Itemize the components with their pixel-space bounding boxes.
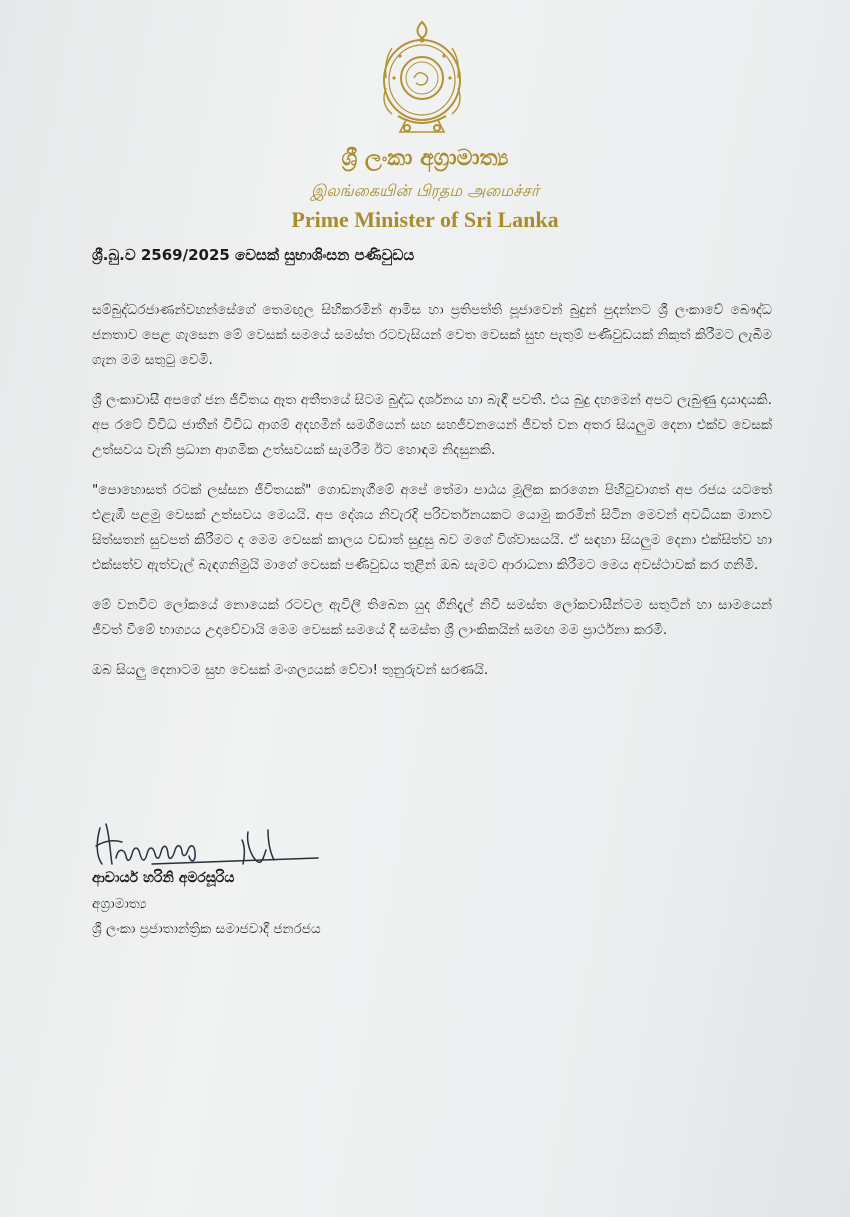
body-paragraph: ශ්‍රී ලංකාවාසී අපගේ ජන ජීවිතය ඈත අතීතයේ සිටම බුද්ධ දර්ශනය හා බැඳී පවතී. එය බුදු දහමෙන් අපට ලැබුණු දායාදයකි. අප රටේ විවිධ ජාතීන් විවිධ ආගම් අදහමින් සමගියෙන් සහ සහජීවනයෙන් ජීවත් වන අතර සියලුම දෙනා එක්ව වෙසක් උත්සවය වැනි ප්‍රධාන ආගමික උත්සවයක් සැමරීම ඊට හොඳම නිදසුනකි.: [92, 392, 772, 458]
letter-body: [92, 298, 772, 698]
body-paragraph: මේ වනවිට ලෝකයේ නොයෙක් රටවල ඇවිලී තිබෙන යුද ගිනිදැල් නිවී සමස්ත ලෝකවාසීන්ටම සතුටින් හා සාමයෙන් ජීවත් වීමේ භාග්‍යය උදාවේවායි මෙම වෙසක් සමයේ දී සමස්ත ශ්‍රී ලාංකිකයින් සමඟ මම ප්‍රාර්ථනා කරමි.: [92, 597, 772, 638]
body-paragraph: "පොහොසත් රටක් ලස්සන ජීවිතයක්" ගොඩනැගීමේ අපේ තේමා පාඨය මූලික කරගෙන පිහිටුවාගත් අප රජය යටතේ එළැඹී පළමු වෙසක් උත්සවය මෙයයි. අප දේශය නිවැරදි පරිවර්තනයකට යොමු කරමින් සිටින මෙවන් අවධියක මානව සිත්සතන් සුවපත් කිරීමට ද මෙම වෙසක් කාලය වඩාත් සුදුසු බව මගේ විශ්වාසයයි. ඒ සඳහා සියලුම දෙනා එක්සිත්ව හා එක්සත්ව ඇත්වැල් බැඳගනිමුයි මාගේ වෙසක් පණිවුඩය තුළින් ඔබ සැමට ආරාධනා කිරීමට මෙය අවස්ථාවක් කර ගනිමි.: [92, 482, 772, 573]
signatory-country: ශ්‍රී ලංකා ප්‍රජාතාන්ත්‍රික සමාජවාදී ජනරජය: [92, 921, 321, 937]
body-paragraph: සම්බුද්ධරජාණන්වහන්සේගේ තෙමඟුල සිහිකරමින් ආමිස හා ප්‍රතිපත්ති පූජාවෙන් බුදුන් පුදන්නට ශ්‍රී ලංකාවේ බෞද්ධ ජනතාව පෙළ ගැසෙන මේ වෙසක් සමයේ සමස්ත රටවැසියන් වෙත වෙසක් සුභ පැතුම් පණිවුඩයක් නිකුත් කිරීමට ලැබීම ගැන මම සතුටු වෙමි.: [92, 302, 772, 368]
letterhead-english: Prime Minister of Sri Lanka: [291, 207, 559, 232]
letterhead-tamil: இலங்கையின் பிரதம அமைச்சர்: [310, 181, 540, 200]
signatory-name: ආචාර්ය හරිනි අමරසූරිය: [92, 870, 235, 886]
body-paragraph: ඔබ සියලු දෙනාටම සුභ වෙසක් මංගල්‍යයක් වේවා! තුනුරුවන් සරණයි.: [92, 662, 489, 678]
state-emblem-icon: [372, 18, 472, 140]
handwritten-signature: [92, 818, 324, 872]
letter-subject: ශ්‍රී.බු.ව 2569/2025 වෙසක් සුභාශිංසන පණිවුඩය: [92, 246, 415, 264]
signatory-title: අග්‍රාමාත්‍ය: [92, 896, 147, 912]
letterhead-sinhala: ශ්‍රී ලංකා අග්‍රාමාත්‍ය: [341, 146, 509, 171]
